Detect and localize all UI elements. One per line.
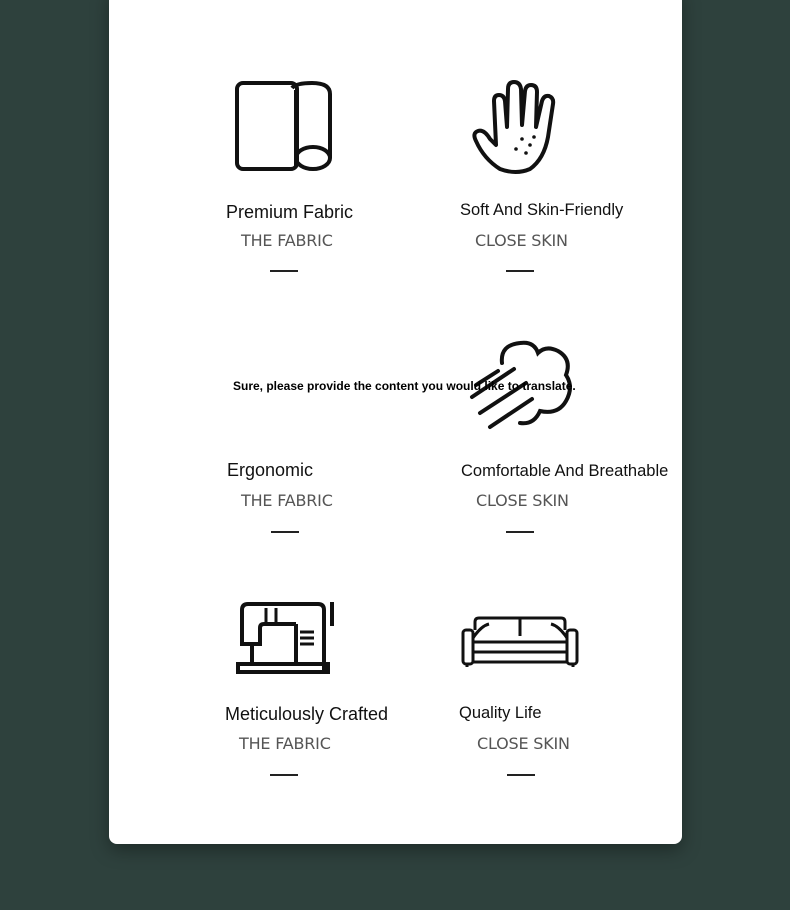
feature-subtitle: CLOSE SKIN: [477, 734, 570, 753]
feature-subtitle: THE FABRIC: [241, 491, 333, 510]
overlay-message: Sure, please provide the content you would like to translate.: [233, 379, 576, 393]
hand-icon: [470, 79, 568, 175]
feature-subtitle: CLOSE SKIN: [476, 491, 569, 510]
feature-title-premium-fabric: Premium Fabric: [226, 202, 354, 222]
sofa-icon: [461, 616, 581, 668]
feature-card: [109, 0, 682, 844]
feature-title-comfortable-breathable: Comfortable And Breathable: [461, 462, 669, 480]
divider-dash: [506, 270, 534, 272]
divider-dash: [507, 774, 535, 776]
divider-dash: [270, 774, 298, 776]
divider-dash: [271, 531, 299, 533]
feature-subtitle: THE FABRIC: [241, 231, 333, 250]
divider-dash: [506, 531, 534, 533]
feature-title-ergonomic: Ergonomic: [227, 460, 314, 480]
divider-dash: [270, 270, 298, 272]
feature-title-meticulously-crafted: Meticulously Crafted: [225, 704, 389, 724]
feature-title-quality-life: Quality Life: [459, 704, 542, 722]
feature-subtitle: CLOSE SKIN: [475, 231, 568, 250]
feature-subtitle: THE FABRIC: [239, 734, 331, 753]
fabric-roll-icon: [234, 80, 334, 174]
sewing-machine-icon: [236, 600, 336, 676]
feature-title-soft-skin-friendly: Soft And Skin-Friendly: [460, 201, 624, 219]
